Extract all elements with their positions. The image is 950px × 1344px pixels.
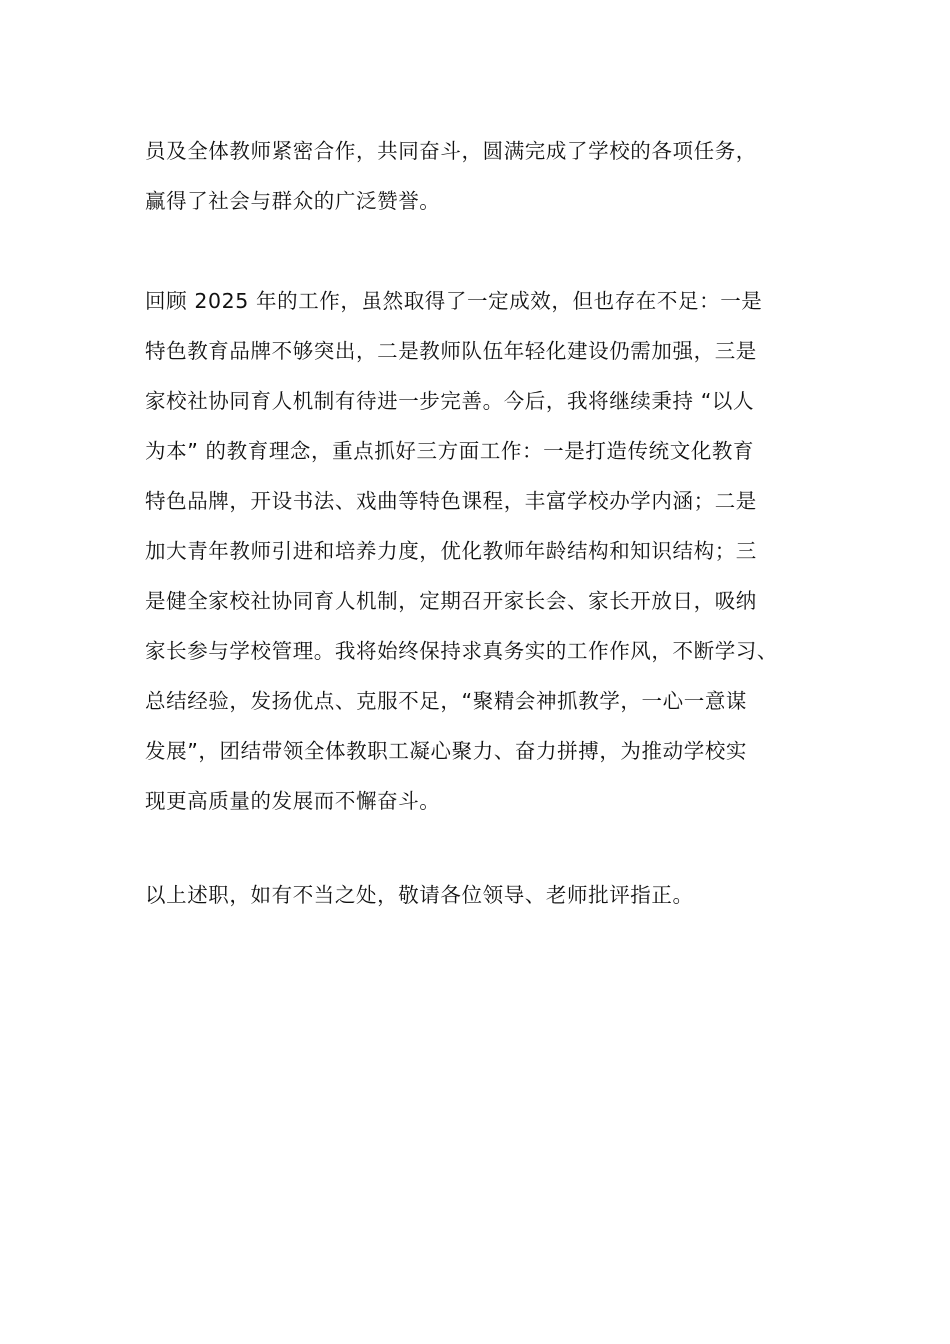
text-line: 为本” 的教育理念，重点抓好三方面工作：一是打造传统文化教育: [145, 439, 755, 463]
paragraph-closing-thanks: [145, 126, 835, 226]
text-line: 回顾 2025 年的工作，虽然取得了一定成效，但也存在不足：一是: [145, 289, 763, 313]
text-line: 特色教育品牌不够突出，二是教师队伍年轻化建设仍需加强，三是: [145, 339, 757, 363]
text-line: 现更高质量的发展而不懈奋斗。: [145, 789, 441, 813]
text-line: 发展”，团结带领全体教职工凝心聚力、奋力拼搏，为推动学校实: [145, 739, 748, 763]
text-line: 是健全家校社协同育人机制，定期召开家长会、家长开放日，吸纳: [145, 589, 757, 613]
text-line: 赢得了社会与群众的广泛赞誉。: [145, 189, 441, 213]
paragraph-conclusion: [145, 870, 835, 920]
text-line: 员及全体教师紧密合作，共同奋斗，圆满完成了学校的各项任务，: [145, 139, 757, 163]
text-line: 特色品牌，开设书法、戏曲等特色课程，丰富学校办学内涵；二是: [145, 489, 757, 513]
text-line: 加大青年教师引进和培养力度，优化教师年龄结构和知识结构；三: [145, 539, 757, 563]
text-line: 家长参与学校管理。我将始终保持求真务实的工作作风，不断学习、: [145, 639, 778, 663]
paragraph-review-and-plans: [145, 276, 835, 826]
text-line: 总结经验，发扬优点、克服不足，“聚精会神抓教学，一心一意谋: [145, 689, 748, 713]
text-line: 以上述职，如有不当之处，敬请各位领导、老师批评指正。: [145, 883, 694, 907]
text-line: 家校社协同育人机制有待进一步完善。今后，我将继续秉持 “以人: [145, 389, 755, 413]
